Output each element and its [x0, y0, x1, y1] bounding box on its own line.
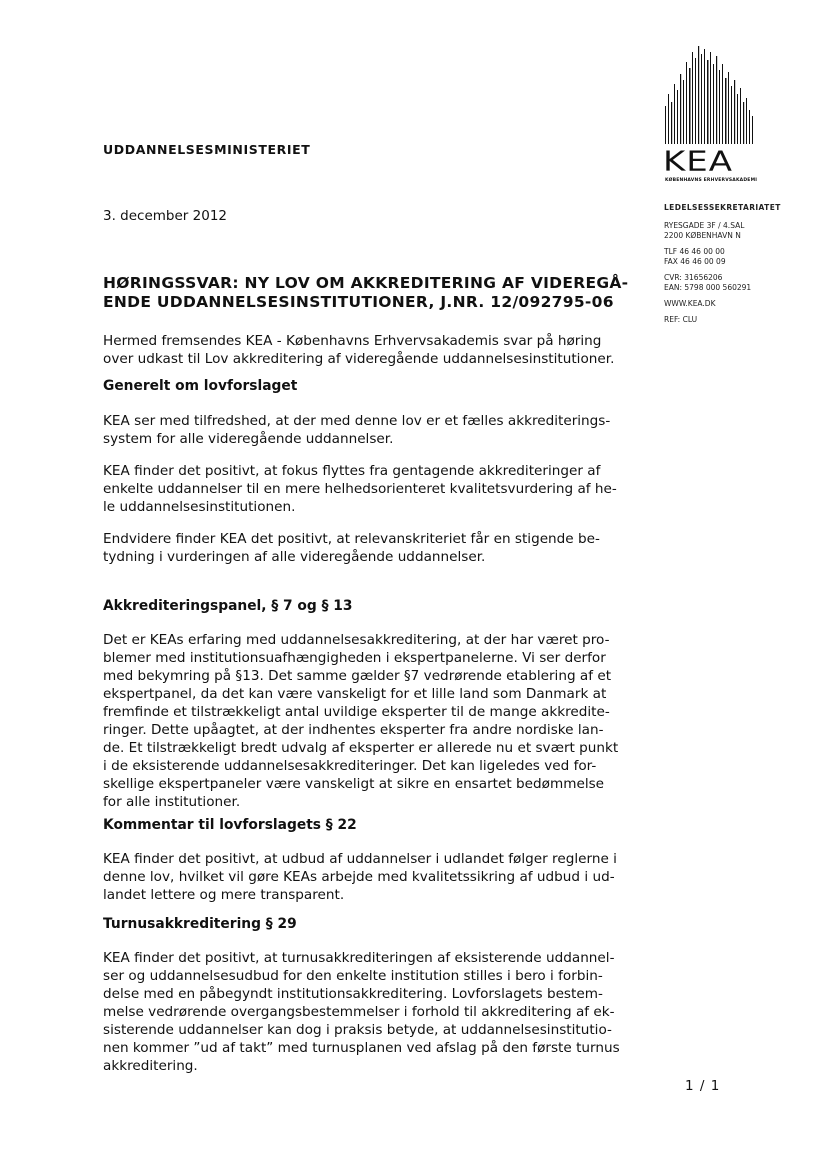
text-line: med bekymring på §13. Det samme gælder §7 vedrørende etablering af et — [103, 668, 612, 684]
text-line: over udkast til Lov akkreditering af videregående uddannelsesinstitutioner. — [103, 351, 615, 367]
text-line: tydning i vurderingen af alle videregående uddannelser. — [103, 549, 486, 565]
phone-line: TLF 46 46 00 00 — [664, 247, 725, 256]
text-line: Hermed fremsendes KEA - Københavns Erhvervsakademis svar på høring — [103, 333, 602, 349]
section-heading: Turnusakkreditering § 29 — [103, 916, 297, 932]
paragraph — [103, 412, 643, 448]
registry-block — [664, 273, 814, 293]
intro-paragraph — [103, 332, 643, 368]
paragraph — [103, 850, 643, 904]
text-line: delse med en påbegyndt institutionsakkreditering. Lovforslagets bestem- — [103, 986, 603, 1002]
text-line: i de eksisterende uddannelsesakkrediteringer. Det kan ligeledes ved for- — [103, 758, 597, 774]
paragraph — [103, 462, 643, 516]
text-line: melse vedrørende overgangsbestemmelser i forhold til akkreditering af ek- — [103, 1004, 615, 1020]
text-line: nen kommer ”ud af takt” med turnusplanen ved afslag på den første turnus — [103, 1040, 620, 1056]
text-line: fremfinde et tilstrækkeligt antal uvildige eksperter til de mange akkredite- — [103, 704, 610, 720]
text-line: skellige ekspertpaneler være vanskeligt at sikre en ensartet bedømmelse — [103, 776, 605, 792]
letter-title — [103, 274, 643, 312]
department-name: LEDELSESSEKRETARIATET — [664, 203, 781, 212]
section-heading: Generelt om lovforslaget — [103, 378, 298, 394]
paragraph — [103, 631, 643, 811]
ean-line: EAN: 5798 000 560291 — [664, 283, 752, 292]
phone-block — [664, 247, 814, 267]
text-line: ekspertpanel, da det kan være vanskeligt for et lille land som Danmark at — [103, 686, 607, 702]
letter-date: 3. december 2012 — [103, 208, 227, 224]
page-number: 1 / 1 — [685, 1078, 721, 1094]
title-line: HØRINGSSVAR: NY LOV OM AKKREDITERING AF VIDEREGÅ- — [103, 274, 629, 292]
logo-wordmark: KEA — [663, 145, 734, 178]
barcode-skyline-icon — [663, 44, 763, 144]
kea-logo — [663, 44, 763, 184]
text-line: sisterende uddannelser kan dog i praksis betyde, at uddannelsesinstitutio- — [103, 1022, 612, 1038]
reference-line: REF: CLU — [664, 315, 698, 324]
text-line: KEA finder det positivt, at fokus flyttes fra gentagende akkrediteringer af — [103, 463, 601, 479]
cvr-line: CVR: 31656206 — [664, 273, 723, 282]
paragraph — [103, 949, 643, 1075]
title-line: ENDE UDDANNELSESINSTITUTIONER, J.NR. 12/092795-06 — [103, 293, 614, 311]
text-line: KEA finder det positivt, at udbud af uddannelser i udlandet følger reglerne i — [103, 851, 617, 867]
text-line: ser og uddannelsesudbud for den enkelte institution stilles i bero i forbin- — [103, 968, 603, 984]
text-line: denne lov, hvilket vil gøre KEAs arbejde med kvalitetssikring af udbud i ud- — [103, 869, 615, 885]
text-line: system for alle videregående uddannelser. — [103, 431, 394, 447]
text-line: ringer. Dette upåagtet, at der indhentes eksperter fra andre nordiske lan- — [103, 722, 604, 738]
text-line: akkreditering. — [103, 1058, 198, 1074]
sender-sidebar — [664, 203, 814, 331]
logo-subtitle: KØBENHAVNS ERHVERVSAKADEMI — [665, 178, 758, 183]
text-line: blemer med institutionsuafhængigheden i ekspertpanelerne. Vi ser derfor — [103, 650, 606, 666]
website-link[interactable]: WWW.KEA.DK — [664, 299, 716, 308]
paragraph — [103, 530, 643, 566]
fax-line: FAX 46 46 00 09 — [664, 257, 726, 266]
text-line: de. Et tilstrækkeligt bredt udvalg af eksperter er allerede nu et svært punkt — [103, 740, 619, 756]
recipient: UDDANNELSESMINISTERIET — [103, 142, 311, 157]
text-line: for alle institutioner. — [103, 794, 241, 810]
text-line: landet lettere og mere transparent. — [103, 887, 345, 903]
text-line: enkelte uddannelser til en mere helhedsorienteret kvalitetsvurdering af he- — [103, 481, 617, 497]
section-heading: Akkrediteringspanel, § 7 og § 13 — [103, 598, 353, 614]
address-block — [664, 221, 814, 241]
text-line: KEA ser med tilfredshed, at der med denne lov er et fælles akkrediterings- — [103, 413, 611, 429]
text-line: KEA finder det positivt, at turnusakkrediteringen af eksisterende uddannel- — [103, 950, 615, 966]
address-line: 2200 KØBENHAVN N — [664, 231, 741, 240]
address-line: RYESGADE 3F / 4.SAL — [664, 221, 745, 230]
section-heading: Kommentar til lovforslagets § 22 — [103, 817, 357, 833]
text-line: le uddannelsesinstitutionen. — [103, 499, 296, 515]
text-line: Det er KEAs erfaring med uddannelsesakkreditering, at der har været pro- — [103, 632, 610, 648]
text-line: Endvidere finder KEA det positivt, at relevanskriteriet får en stigende be- — [103, 531, 600, 547]
